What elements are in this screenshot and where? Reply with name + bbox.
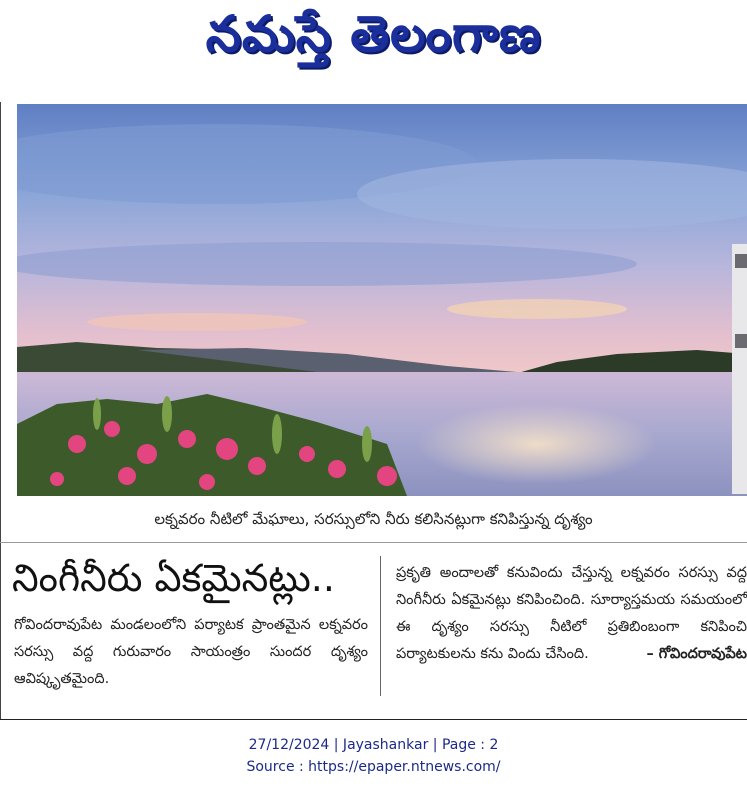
article-paragraph-left: గోవిందరావుపేట మండలంలోని పర్యాటక ప్రాంతమైన లక్నవరం సరస్సు వద్ద గురువారం సాయంత్రం సుందర దృశ్యం ఆవిష్కృతమైంది. — [14, 617, 368, 687]
lake-sunset-image — [17, 104, 747, 496]
article-column-right — [396, 560, 747, 698]
article-column-left — [14, 612, 368, 696]
footer — [0, 734, 747, 778]
masthead — [0, 0, 747, 80]
left-border-rule — [0, 102, 1, 720]
lake-photo — [17, 104, 747, 496]
photo-caption — [0, 500, 747, 542]
photo-caption-text: లక్నవరం నీటిలో మేఘాలు, సరస్సులోని నీరు కలిసినట్లుగా కనిపిస్తున్న దృశ్యం — [154, 510, 593, 528]
footer-source-link[interactable]: Source : https://epaper.ntnews.com/ — [246, 759, 501, 775]
footer-edition-info: 27/12/2024 | Jayashankar | Page : 2 — [248, 737, 499, 753]
newspaper-title: నమస్తే తెలంగాణ — [205, 4, 542, 63]
column-divider — [380, 556, 381, 696]
caption-divider — [0, 542, 747, 543]
page-bottom-rule — [0, 719, 747, 720]
article-headline: నింగీనీరు ఏకమైనట్లు.. — [12, 556, 335, 600]
article-byline: – గోవిందరావుపేట — [646, 646, 747, 662]
article-paragraph-right: ప్రకృతి అందాలతో కనువిందు చేస్తున్న లక్నవరం సరస్సు వద్ద నింగీనీరు ఏకమైనట్లు కనిపించింది. సూర్యాస్తమయ సమయంలో ఈ దృశ్యం సరస్సు నీటిలో ప్రతిబింబంగా కనిపించి పర్యాటకులను కను విందు చేసింది. — [396, 565, 747, 662]
